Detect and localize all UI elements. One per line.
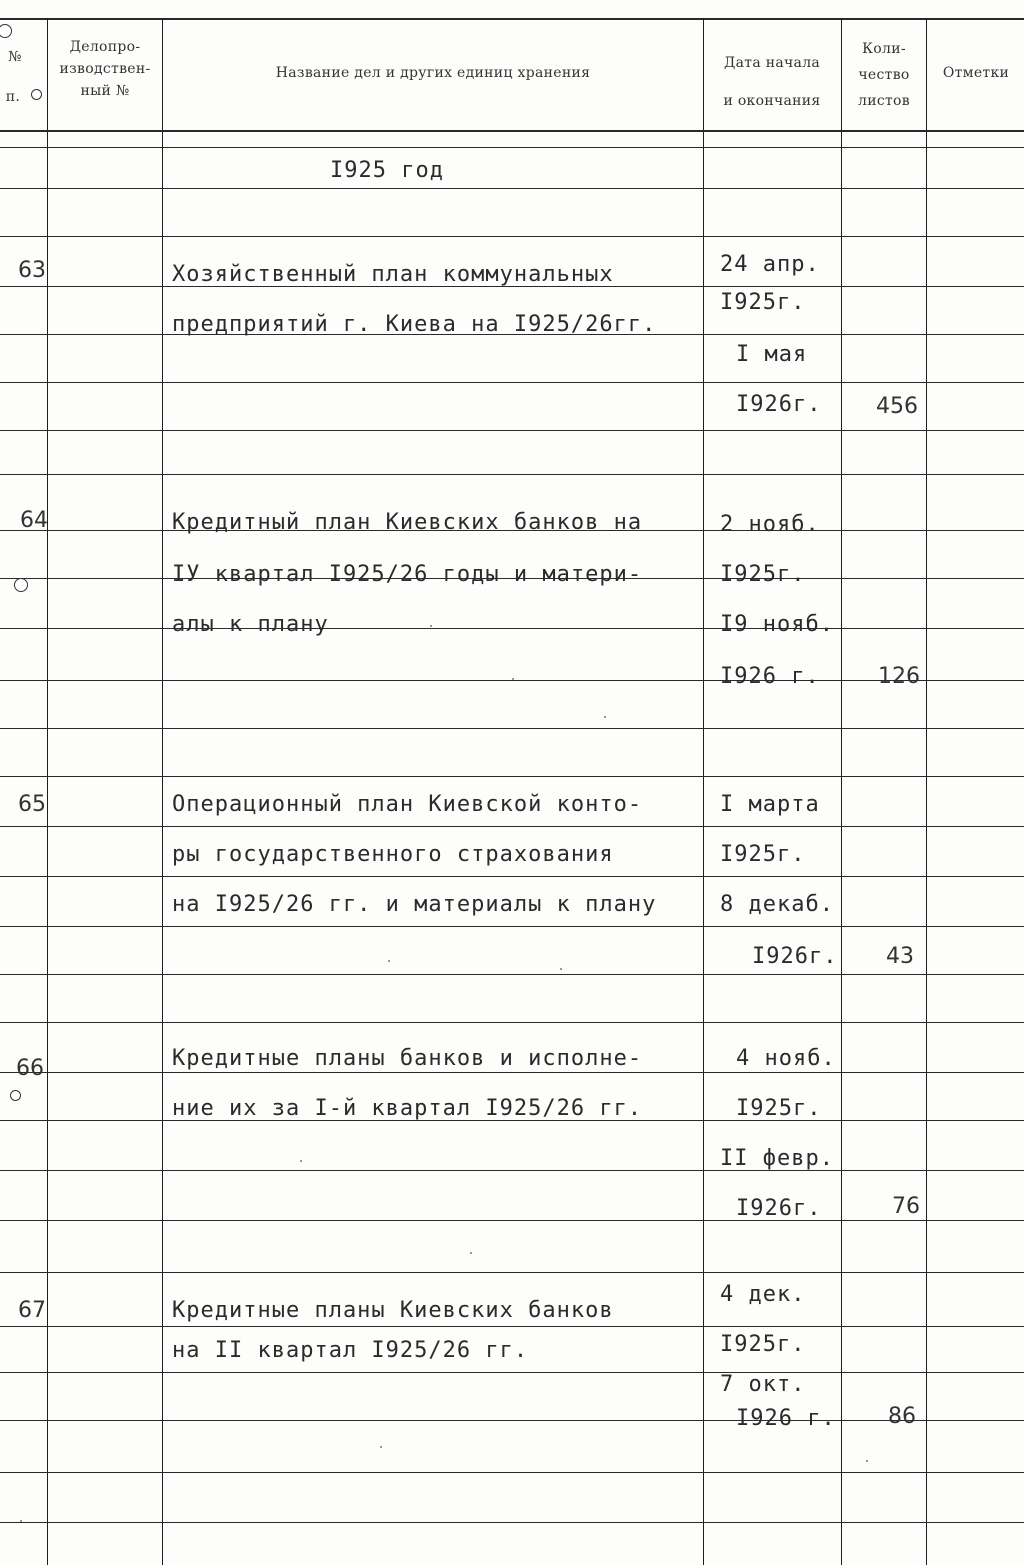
entry-date-line: I марта [720, 792, 820, 817]
column-line-3 [703, 18, 704, 1565]
entry-number: 67 [18, 1298, 46, 1323]
row-rule [0, 926, 1024, 927]
scan-speck [560, 968, 562, 970]
row-rule [0, 1170, 1024, 1171]
entry-date-line: II февр. [720, 1146, 834, 1171]
row-rule [0, 628, 1024, 629]
scan-speck [300, 1160, 302, 1162]
punch-hole-icon [10, 1090, 21, 1101]
entry-title-line: IУ квартал I925/26 годы и матери- [172, 562, 643, 587]
row-rule [0, 1220, 1024, 1221]
row-rule [0, 1272, 1024, 1273]
header-sheets-line1: Коли- [862, 41, 906, 57]
entry-date-line: I925г. [720, 1332, 806, 1357]
entry-title-line: Хозяйственный план коммунальных [172, 262, 614, 287]
scan-speck [380, 1446, 382, 1448]
entry-date-line: I9 нояб. [720, 612, 834, 637]
header-bottom-border [0, 130, 1024, 132]
entry-title-line: на I925/26 гг. и материалы к плану [172, 892, 657, 917]
entry-date-line: 7 окт. [720, 1372, 806, 1397]
entry-date-line: I мая [736, 342, 808, 367]
entry-date-line: I926г. [736, 1196, 822, 1221]
header-notes: Отметки [942, 65, 1010, 81]
entry-title-line: ние их за I-й квартал I925/26 гг. [172, 1096, 643, 1121]
scan-speck [512, 678, 514, 680]
entry-sheets: 86 [888, 1404, 916, 1429]
entry-date-line: I925г. [720, 842, 806, 867]
row-rule [0, 728, 1024, 729]
header-number-suffix: п. [5, 89, 21, 105]
row-rule [0, 680, 1024, 681]
entry-title-line: Кредитные планы Киевских банков [172, 1298, 614, 1323]
header-sheets-line3: листов [858, 93, 910, 109]
row-rule [0, 188, 1024, 189]
header-number-symbol: № [8, 49, 22, 65]
entry-date-line: I926г. [736, 392, 822, 417]
entry-number: 64 [20, 508, 48, 533]
punch-hole-icon [0, 24, 12, 38]
row-rule [0, 1072, 1024, 1073]
punch-hole-icon [14, 578, 28, 592]
top-border [0, 18, 1024, 20]
scan-speck [430, 625, 432, 627]
entry-sheets: 126 [878, 664, 920, 689]
header-sheets-line2: чество [858, 67, 910, 83]
entry-title-line: Кредитный план Киевских банков на [172, 510, 643, 535]
header-title: Название дел и других единиц хранения [275, 65, 591, 81]
row-rule [0, 1372, 1024, 1373]
entry-date-line: I926 г. [736, 1406, 836, 1431]
header-office-number [50, 36, 160, 102]
row-rule [0, 974, 1024, 975]
scan-speck [470, 1252, 472, 1254]
row-rule [0, 236, 1024, 237]
entry-date-line: 24 апр. [720, 252, 820, 277]
punch-hole-icon [31, 89, 42, 100]
entry-date-line: I925г. [720, 290, 806, 315]
entry-title-line: на II квартал I925/26 гг. [172, 1338, 529, 1363]
row-rule [0, 776, 1024, 777]
row-rule [0, 1420, 1024, 1421]
row-rule [0, 430, 1024, 431]
entry-title-line: ры государственного страхования [172, 842, 614, 867]
entry-number: 63 [18, 258, 46, 283]
entry-date-line: 4 нояб. [736, 1046, 836, 1071]
entry-date-line: I925г. [720, 562, 806, 587]
row-rule [0, 1022, 1024, 1023]
entry-date-line: I926г. [752, 944, 838, 969]
entry-date-line: 2 нояб. [720, 512, 820, 537]
header-dates [705, 44, 839, 120]
header-dates-line2: и окончания [723, 93, 821, 109]
header-office-line1: Делопро- [69, 39, 141, 55]
entry-title-line: Операционный план Киевской конто- [172, 792, 643, 817]
header-sheets [843, 36, 925, 114]
entry-date-line: 8 декаб. [720, 892, 834, 917]
entry-sheets: 76 [892, 1194, 920, 1219]
entry-date-line: I925г. [736, 1096, 822, 1121]
row-rule [0, 1472, 1024, 1473]
column-line-1 [47, 18, 48, 1565]
entry-title-line: алы к плану [172, 612, 329, 637]
entry-title-line: предприятий г. Киева на I925/26гг. [172, 312, 657, 337]
row-rule [0, 382, 1024, 383]
header-office-line3: ный № [80, 83, 130, 99]
entry-title-line: Кредитные планы банков и исполне- [172, 1046, 643, 1071]
entry-sheets: 456 [876, 394, 918, 419]
header-office-line2: изводствен- [59, 61, 151, 77]
row-rule [0, 876, 1024, 877]
row-rule [0, 1522, 1024, 1523]
entry-sheets: 43 [886, 944, 914, 969]
entry-date-line: 4 дек. [720, 1282, 806, 1307]
column-line-2 [162, 18, 163, 1565]
column-line-5 [926, 18, 927, 1565]
entry-number: 66 [16, 1056, 44, 1081]
section-title: I925 год [330, 158, 444, 183]
entry-date-line: I926 г. [720, 664, 820, 689]
row-rule [0, 1326, 1024, 1327]
scan-speck [20, 1520, 22, 1522]
scan-speck [604, 716, 606, 718]
column-line-4 [841, 18, 842, 1565]
entry-number: 65 [18, 792, 46, 817]
scan-speck [866, 1460, 868, 1462]
row-rule [0, 474, 1024, 475]
header-dates-line1: Дата начала [723, 55, 821, 71]
scan-speck [388, 960, 390, 962]
row-rule [0, 826, 1024, 827]
header-rule [0, 147, 1024, 148]
